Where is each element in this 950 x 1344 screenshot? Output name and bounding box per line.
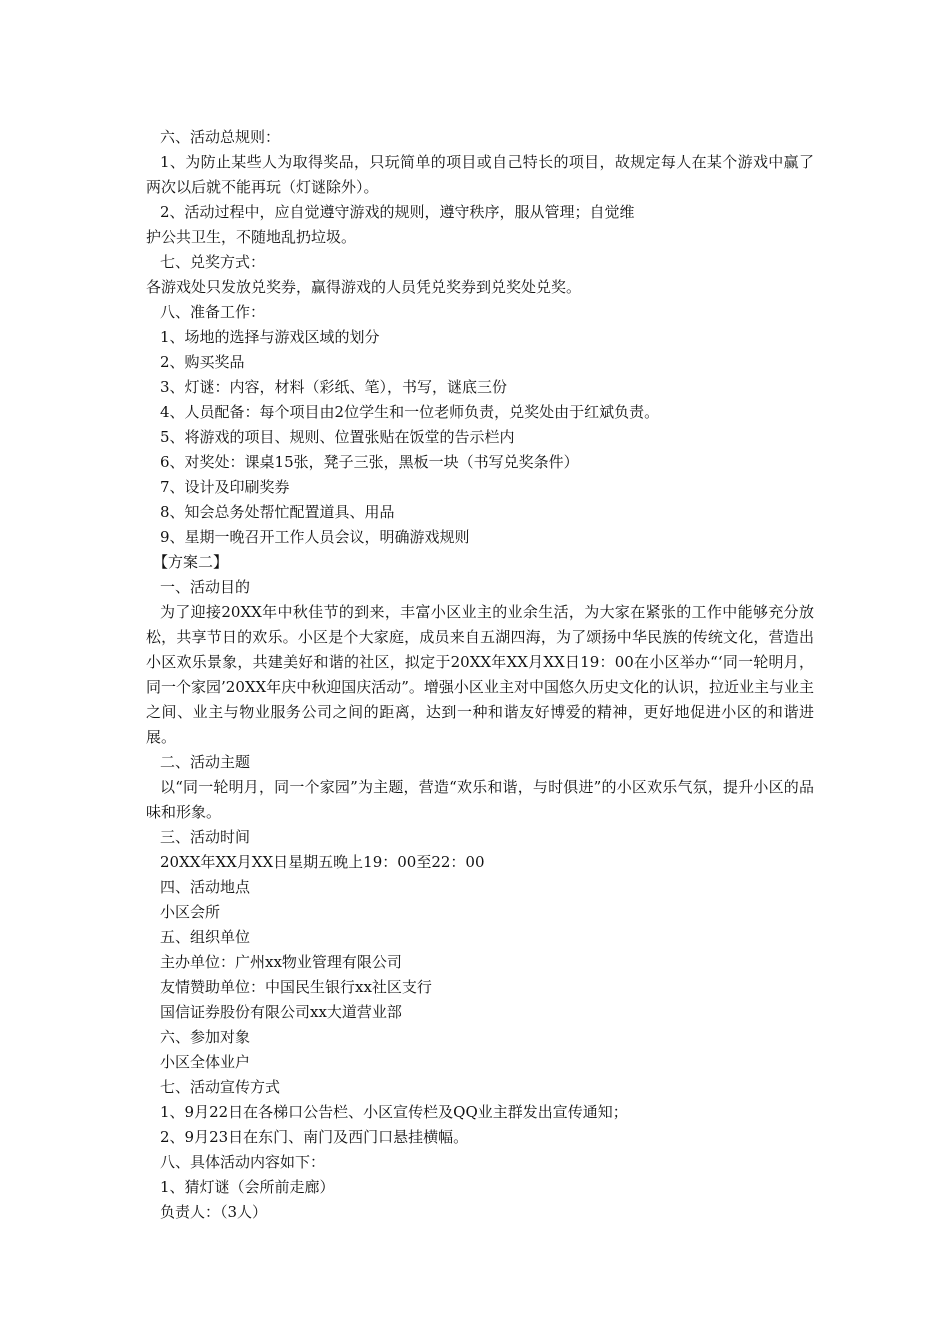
text-line: 2、购买奖品 [160, 353, 245, 371]
text-line: 4、人员配备：每个项目由2位学生和一位老师负责，兑奖处由于红斌负责。 [160, 403, 660, 421]
text-line: 8、知会总务处帮忙配置道具、用品 [160, 503, 395, 521]
text-line: 八、具体活动内容如下： [160, 1153, 326, 1171]
text-line: 【方案二】 [153, 553, 229, 571]
paragraph: 1、为防止某些人为取得奖品，只玩简单的项目或自己特长的项目，故规定每人在某个游戏中赢了两次以后就不能再玩（灯谜除外）。 [146, 153, 814, 196]
paragraph: 为了迎接20XX年中秋佳节的到来，丰富小区业主的业余生活，为大家在紧张的工作中能够充分放松，共享节日的欢乐。小区是个大家庭，成员来自五湖四海，为了颂扬中华民族的传统文化，营造出小区欢乐景象，共建美好和谐的社区，拟定于20XX年XX月XX日19：00在小区举办“‘同一轮明月，同一个家园’20XX年庆中秋迎国庆活动”。增强小区业主对中国悠久历史文化的认识，拉近业主与业主之间、业主与物业服务公司之间的距离，达到一种和谐友好博爱的精神，更好地促进小区的和谐进展。 [146, 603, 814, 746]
text-line: 六、参加对象 [160, 1028, 251, 1046]
text-line: 七、活动宣传方式 [160, 1078, 281, 1096]
paragraph: 以“同一轮明月，同一个家园”为主题，营造“欢乐和谐，与时俱进”的小区欢乐气氛，提升小区的品味和形象。 [146, 778, 814, 821]
text-line: 2、活动过程中，应自觉遵守游戏的规则，遵守秩序，服从管理；自觉维 [160, 203, 635, 221]
text-line: 友情赞助单位：中国民生银行xx社区支行 [160, 978, 432, 996]
text-line: 二、活动主题 [160, 753, 251, 771]
text-line: 国信证券股份有限公司xx大道营业部 [160, 1003, 402, 1021]
text-line: 各游戏处只发放兑奖券，赢得游戏的人员凭兑奖券到兑奖处兑奖。 [146, 278, 582, 296]
text-line: 六、活动总规则： [160, 128, 281, 146]
text-line: 小区会所 [160, 903, 221, 921]
text-line: 3、灯谜：内容，材料（彩纸、笔），书写，谜底三份 [160, 378, 508, 396]
text-line: 五、组织单位 [160, 928, 251, 946]
text-line: 四、活动地点 [160, 878, 251, 896]
text-line: 20XX年XX月XX日星期五晚上19：00至22：00 [160, 853, 485, 871]
text-line: 一、活动目的 [160, 578, 251, 596]
text-line: 9、星期一晚召开工作人员会议，明确游戏规则 [160, 528, 470, 546]
text-line: 1、猜灯谜（会所前走廊） [160, 1178, 335, 1196]
text-line: 5、将游戏的项目、规则、位置张贴在饭堂的告示栏内 [160, 428, 515, 446]
text-line: 八、准备工作： [160, 303, 266, 321]
document-body [146, 125, 814, 1225]
text-line: 7、设计及印刷奖券 [160, 478, 290, 496]
text-line: 2、9月23日在东门、南门及西门口悬挂横幅。 [160, 1128, 469, 1146]
text-line: 七、兑奖方式： [160, 253, 266, 271]
text-line: 小区全体业户 [160, 1053, 251, 1071]
text-line: 1、9月22日在各梯口公告栏、小区宣传栏及QQ业主群发出宣传通知； [160, 1103, 628, 1121]
text-line: 三、活动时间 [160, 828, 251, 846]
text-line: 护公共卫生，不随地乱扔垃圾。 [146, 228, 357, 246]
text-line: 负责人：（3人） [160, 1203, 268, 1221]
text-line: 1、场地的选择与游戏区域的划分 [160, 328, 380, 346]
text-line: 6、对奖处：课桌15张，凳子三张，黑板一块（书写兑奖条件） [160, 453, 579, 471]
text-line: 主办单位：广州xx物业管理有限公司 [160, 953, 402, 971]
